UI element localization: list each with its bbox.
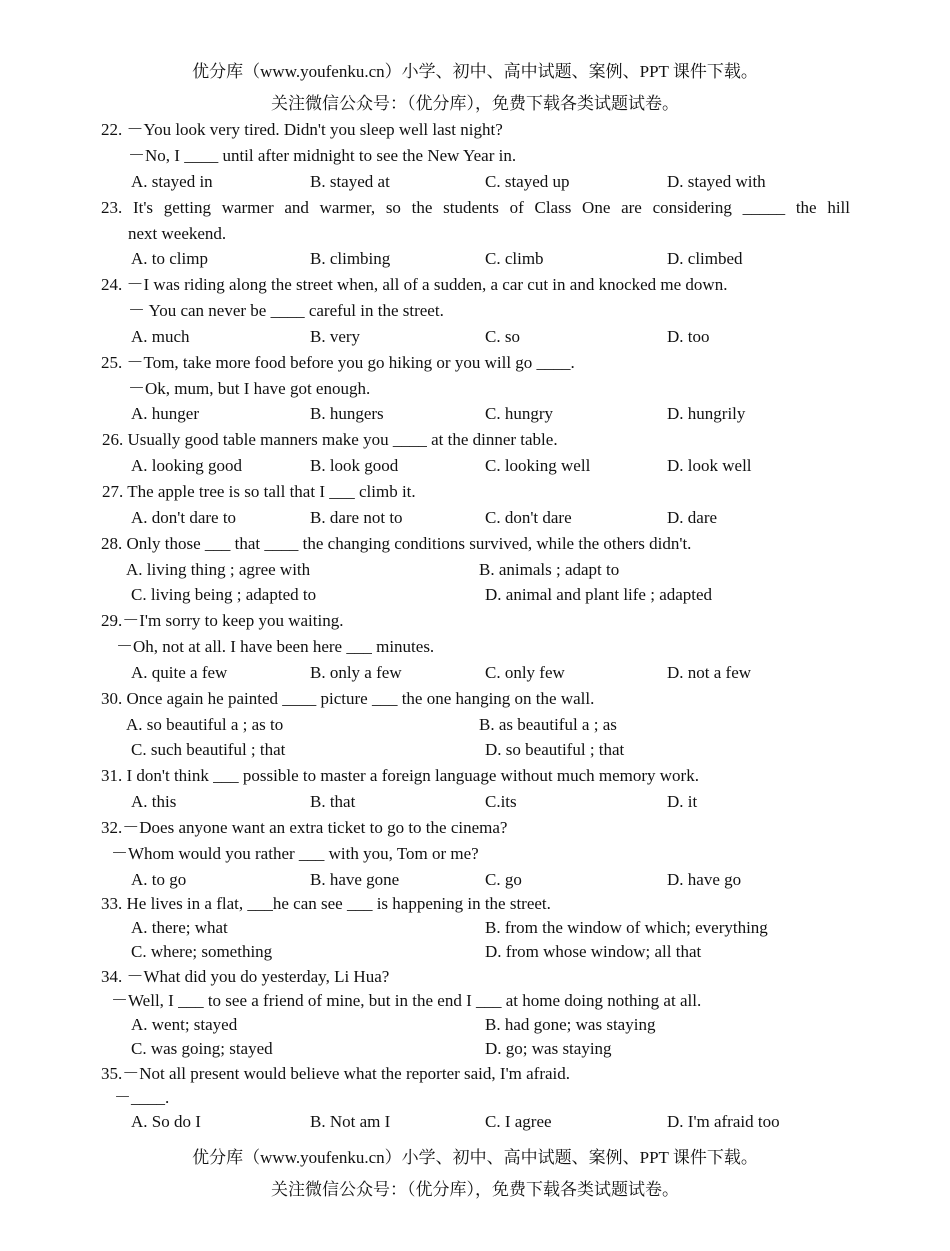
- question-24-option-c: C. so: [485, 327, 520, 346]
- question-35-stem: 35.－Not all present would believe what the reporter said, I'm afraid.: [101, 1064, 570, 1083]
- question-29-option-c: C. only few: [485, 663, 565, 682]
- question-28-option-c: C. living being ; adapted to: [131, 585, 317, 604]
- question-27-option-b: B. dare not to: [310, 508, 403, 527]
- question-35-option-d: D. I'm afraid too: [667, 1112, 780, 1131]
- question-22-option-d: D. stayed with: [667, 172, 766, 191]
- question-24-option-b: B. very: [310, 327, 361, 346]
- question-23-option-a: A. to climp: [131, 249, 208, 268]
- question-30-option-d: D. so beautiful ; that: [485, 740, 625, 759]
- question-23-stem-continued: next weekend.: [128, 224, 227, 243]
- question-28-option-d: D. animal and plant life ; adapted: [485, 585, 713, 604]
- question-32-option-c: C. go: [485, 870, 522, 889]
- question-26-option-b: B. look good: [310, 456, 399, 475]
- question-23-option-d: D. climbed: [667, 249, 743, 268]
- question-25-option-c: C. hungry: [485, 404, 553, 423]
- question-32-stem: 32.－Does anyone want an extra ticket to go to the cinema?: [101, 818, 508, 837]
- question-33-option-c: C. where; something: [131, 942, 273, 961]
- question-34-response: －Well, I ___ to see a friend of mine, but in the end I ___ at home doing nothing at all.: [111, 991, 702, 1010]
- question-28-option-b: B. animals ; adapt to: [479, 560, 620, 579]
- question-29-option-b: B. only a few: [310, 663, 402, 682]
- header-line-2: 关注微信公众号：（优分库），免费下载各类试题试卷。: [271, 94, 679, 113]
- question-34-option-a: A. went; stayed: [131, 1015, 238, 1034]
- question-26-option-a: A. looking good: [131, 456, 242, 475]
- question-28-stem: 28. Only those ___ that ____ the changing conditions survived, while the others didn't.: [101, 534, 692, 553]
- question-26-option-c: C. looking well: [485, 456, 591, 475]
- question-25-response: －Ok, mum, but I have got enough.: [128, 379, 371, 398]
- header-line-1: 优分库（www.youfenku.cn）小学、初中、高中试题、案例、PPT 课件下载。: [192, 62, 758, 81]
- question-30-option-a: A. so beautiful a ; as to: [126, 715, 284, 734]
- question-32-option-b: B. have gone: [310, 870, 400, 889]
- question-22-response: －No, I ____ until after midnight to see the New Year in.: [128, 146, 517, 165]
- question-32-response: －Whom would you rather ___ with you, Tom or me?: [111, 844, 479, 863]
- question-25-stem: 25. －Tom, take more food before you go hiking or you will go ____.: [101, 353, 575, 372]
- question-34-stem: 34. －What did you do yesterday, Li Hua?: [101, 967, 390, 986]
- question-30-option-c: C. such beautiful ; that: [131, 740, 286, 759]
- question-31-option-a: A. this: [131, 792, 177, 811]
- question-23-stem: 23. It's getting warmer and warmer, so the students of Class One are considering _____ the hill: [101, 198, 850, 217]
- question-34-option-d: D. go; was staying: [485, 1039, 612, 1058]
- question-34-option-b: B. had gone; was staying: [485, 1015, 656, 1034]
- question-22-option-b: B. stayed at: [310, 172, 390, 191]
- question-35-option-a: A. So do I: [131, 1112, 201, 1131]
- question-24-response: － You can never be ____ careful in the street.: [128, 301, 444, 320]
- question-27-option-a: A. don't dare to: [131, 508, 237, 527]
- question-31-stem: 31. I don't think ___ possible to master a foreign language without much memory work.: [101, 766, 699, 785]
- question-23-option-c: C. climb: [485, 249, 544, 268]
- question-29-option-a: A. quite a few: [131, 663, 228, 682]
- question-32-option-d: D. have go: [667, 870, 742, 889]
- question-24-option-a: A. much: [131, 327, 190, 346]
- question-35-response: －____.: [114, 1088, 170, 1107]
- question-28-option-a: A. living thing ; agree with: [126, 560, 311, 579]
- question-22-stem: 22. －You look very tired. Didn't you sleep well last night?: [101, 120, 503, 139]
- question-27-option-d: D. dare: [667, 508, 718, 527]
- question-22-option-c: C. stayed up: [485, 172, 570, 191]
- question-23-option-b: B. climbing: [310, 249, 391, 268]
- question-30-option-b: B. as beautiful a ; as: [479, 715, 617, 734]
- question-30-stem: 30. Once again he painted ____ picture ___ the one hanging on the wall.: [101, 689, 595, 708]
- question-27-option-c: C. don't dare: [485, 508, 572, 527]
- question-25-option-d: D. hungrily: [667, 404, 746, 423]
- question-29-response: －Oh, not at all. I have been here ___ minutes.: [116, 637, 435, 656]
- footer-line-2: 关注微信公众号：（优分库），免费下载各类试题试卷。: [271, 1180, 679, 1199]
- question-26-option-d: D. look well: [667, 456, 752, 475]
- question-33-option-a: A. there; what: [131, 918, 228, 937]
- question-33-option-b: B. from the window of which; everything: [485, 918, 768, 937]
- question-25-option-b: B. hungers: [310, 404, 384, 423]
- question-35-option-b: B. Not am I: [310, 1112, 391, 1131]
- question-25-option-a: A. hunger: [131, 404, 199, 423]
- question-32-option-a: A. to go: [131, 870, 187, 889]
- question-24-stem: 24. －I was riding along the street when, all of a sudden, a car cut in and knocked me down.: [101, 275, 728, 294]
- question-33-stem: 33. He lives in a flat, ___he can see ___ is happening in the street.: [101, 894, 551, 913]
- question-34-option-c: C. was going; stayed: [131, 1039, 273, 1058]
- question-31-option-b: B. that: [310, 792, 356, 811]
- question-33-option-d: D. from whose window; all that: [485, 942, 702, 961]
- question-29-stem: 29.－I'm sorry to keep you waiting.: [101, 611, 344, 630]
- question-26-stem: 26. Usually good table manners make you ____ at the dinner table.: [102, 430, 558, 449]
- footer-line-1: 优分库（www.youfenku.cn）小学、初中、高中试题、案例、PPT 课件下载。: [192, 1148, 758, 1167]
- question-27-stem: 27. The apple tree is so tall that I ___ climb it.: [102, 482, 416, 501]
- question-31-option-d: D. it: [667, 792, 698, 811]
- question-24-option-d: D. too: [667, 327, 710, 346]
- question-22-option-a: A. stayed in: [131, 172, 213, 191]
- question-29-option-d: D. not a few: [667, 663, 752, 682]
- question-35-option-c: C. I agree: [485, 1112, 552, 1131]
- question-31-option-c: C.its: [485, 792, 517, 811]
